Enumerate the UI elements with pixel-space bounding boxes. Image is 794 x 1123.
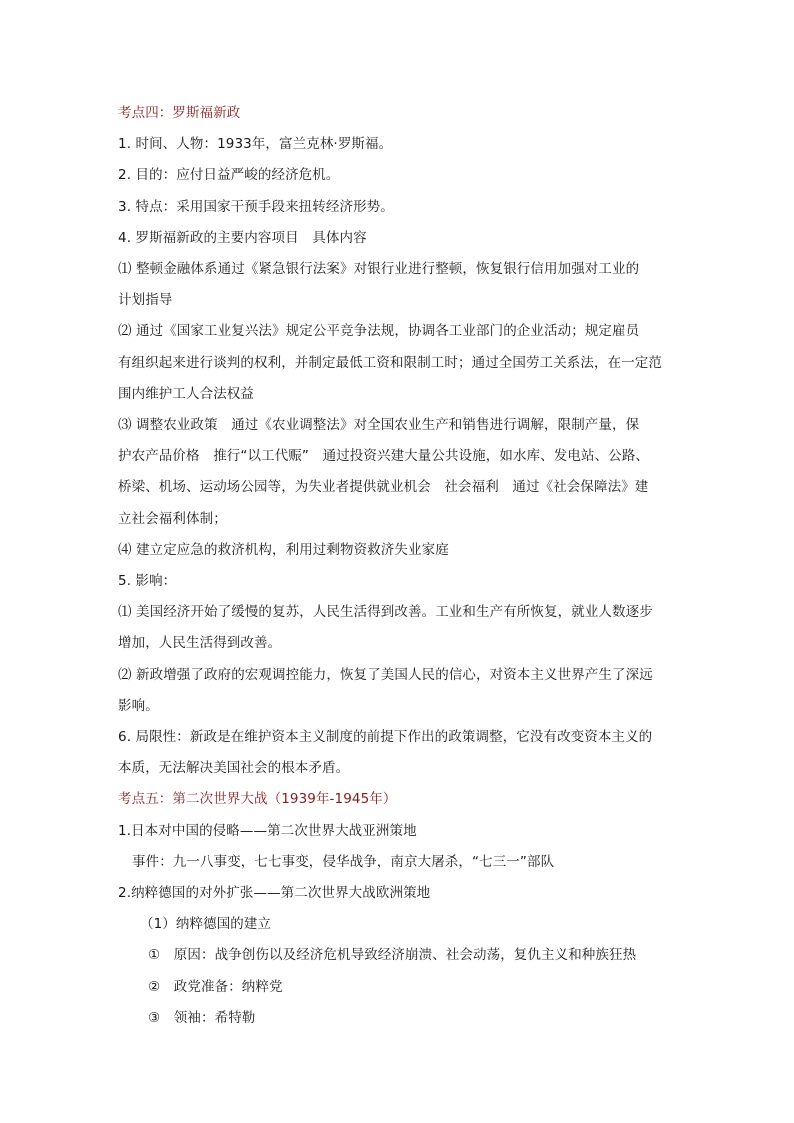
paragraph-line: ⑵ 新政增强了政府的宏观调控能力，恢复了美国人民的信心，对资本主义世界产生了深远 (118, 666, 653, 683)
paragraph-line: 1.日本对中国的侵略——第二次世界大战亚洲策地 (118, 822, 417, 839)
paragraph-line: 立社会福利体制； (118, 510, 227, 527)
paragraph-line: 本质，无法解决美国社会的根本矛盾。 (118, 760, 350, 777)
paragraph-line: 1. 时间、人物：1933年，富兰克林·罗斯福。 (118, 136, 393, 153)
paragraph-line: ⑴ 美国经济开始了缓慢的复苏，人民生活得到改善。工业和生产有所恢复，就业人数逐步 (118, 604, 653, 621)
paragraph-line: ⑶ 调整农业政策 通过《农业调整法》对全国农业生产和销售进行调解，限制产量，保 (118, 417, 640, 434)
paragraph-line: 计划指导 (118, 292, 173, 309)
paragraph-line: 4. 罗斯福新政的主要内容项目 具体内容 (118, 229, 367, 246)
list-item: ③ 领袖：希特勒 (148, 1009, 256, 1026)
paragraph-line: 增加，人民生活得到改善。 (118, 635, 282, 652)
paragraph-line: ⑷ 建立定应急的救济机构，利用过剩物资救济失业家庭 (118, 541, 449, 558)
paragraph-line: 2.纳粹德国的对外扩张——第二次世界大战欧洲策地 (118, 885, 431, 902)
paragraph-line: ⑴ 整顿金融体系通过《紧急银行法案》对银行业进行整顿，恢复银行信用加强对工业的 (118, 261, 640, 278)
document-page (118, 98, 683, 1034)
paragraph-line: 有组织起来进行谈判的权利，并制定最低工资和限制工时；通过全国劳工关系法，在一定范 (118, 354, 662, 371)
paragraph-line: 桥梁、机场、运动场公园等，为失业者提供就业机会 社会福利 通过《社会保障法》建 (118, 479, 649, 496)
section-heading-new-deal: 考点四：罗斯福新政 (118, 105, 241, 121)
paragraph-line: 3. 特点：采用国家干预手段来扭转经济形势。 (118, 198, 394, 215)
list-item: ① 原因：战争创伤以及经济危机导致经济崩溃、社会动荡，复仇主义和种族狂热 (148, 947, 637, 964)
list-item: ② 政党准备：纳粹党 (148, 978, 283, 995)
events-line: 事件：九一八事变，七七事变，侵华战争，南京大屠杀，“七三一”部队 (132, 853, 555, 870)
paragraph-line: 6. 局限性：新政是在维护资本主义制度的前提下作出的政策调整，它没有改变资本主义的 (118, 729, 653, 746)
paragraph-line: 围内维护工人合法权益 (118, 385, 254, 402)
paragraph-line: 5. 影响： (118, 573, 177, 590)
paragraph-line: 2. 目的：应付日益严峻的经济危机。 (118, 167, 340, 184)
section-heading-wwii: 考点五：第二次世界大战（1939年-1945年） (118, 791, 397, 808)
paragraph-line: ⑵ 通过《国家工业复兴法》规定公平竞争法规，协调各工业部门的企业活动；规定雇员 (118, 323, 640, 340)
paragraph-line: 影响。 (118, 697, 159, 714)
subheading-line: （1）纳粹德国的建立 (140, 916, 272, 933)
paragraph-line: 护农产品价格 推行“以工代赈” 通过投资兴建大量公共设施，如水库、发电站、公路、 (118, 448, 649, 465)
